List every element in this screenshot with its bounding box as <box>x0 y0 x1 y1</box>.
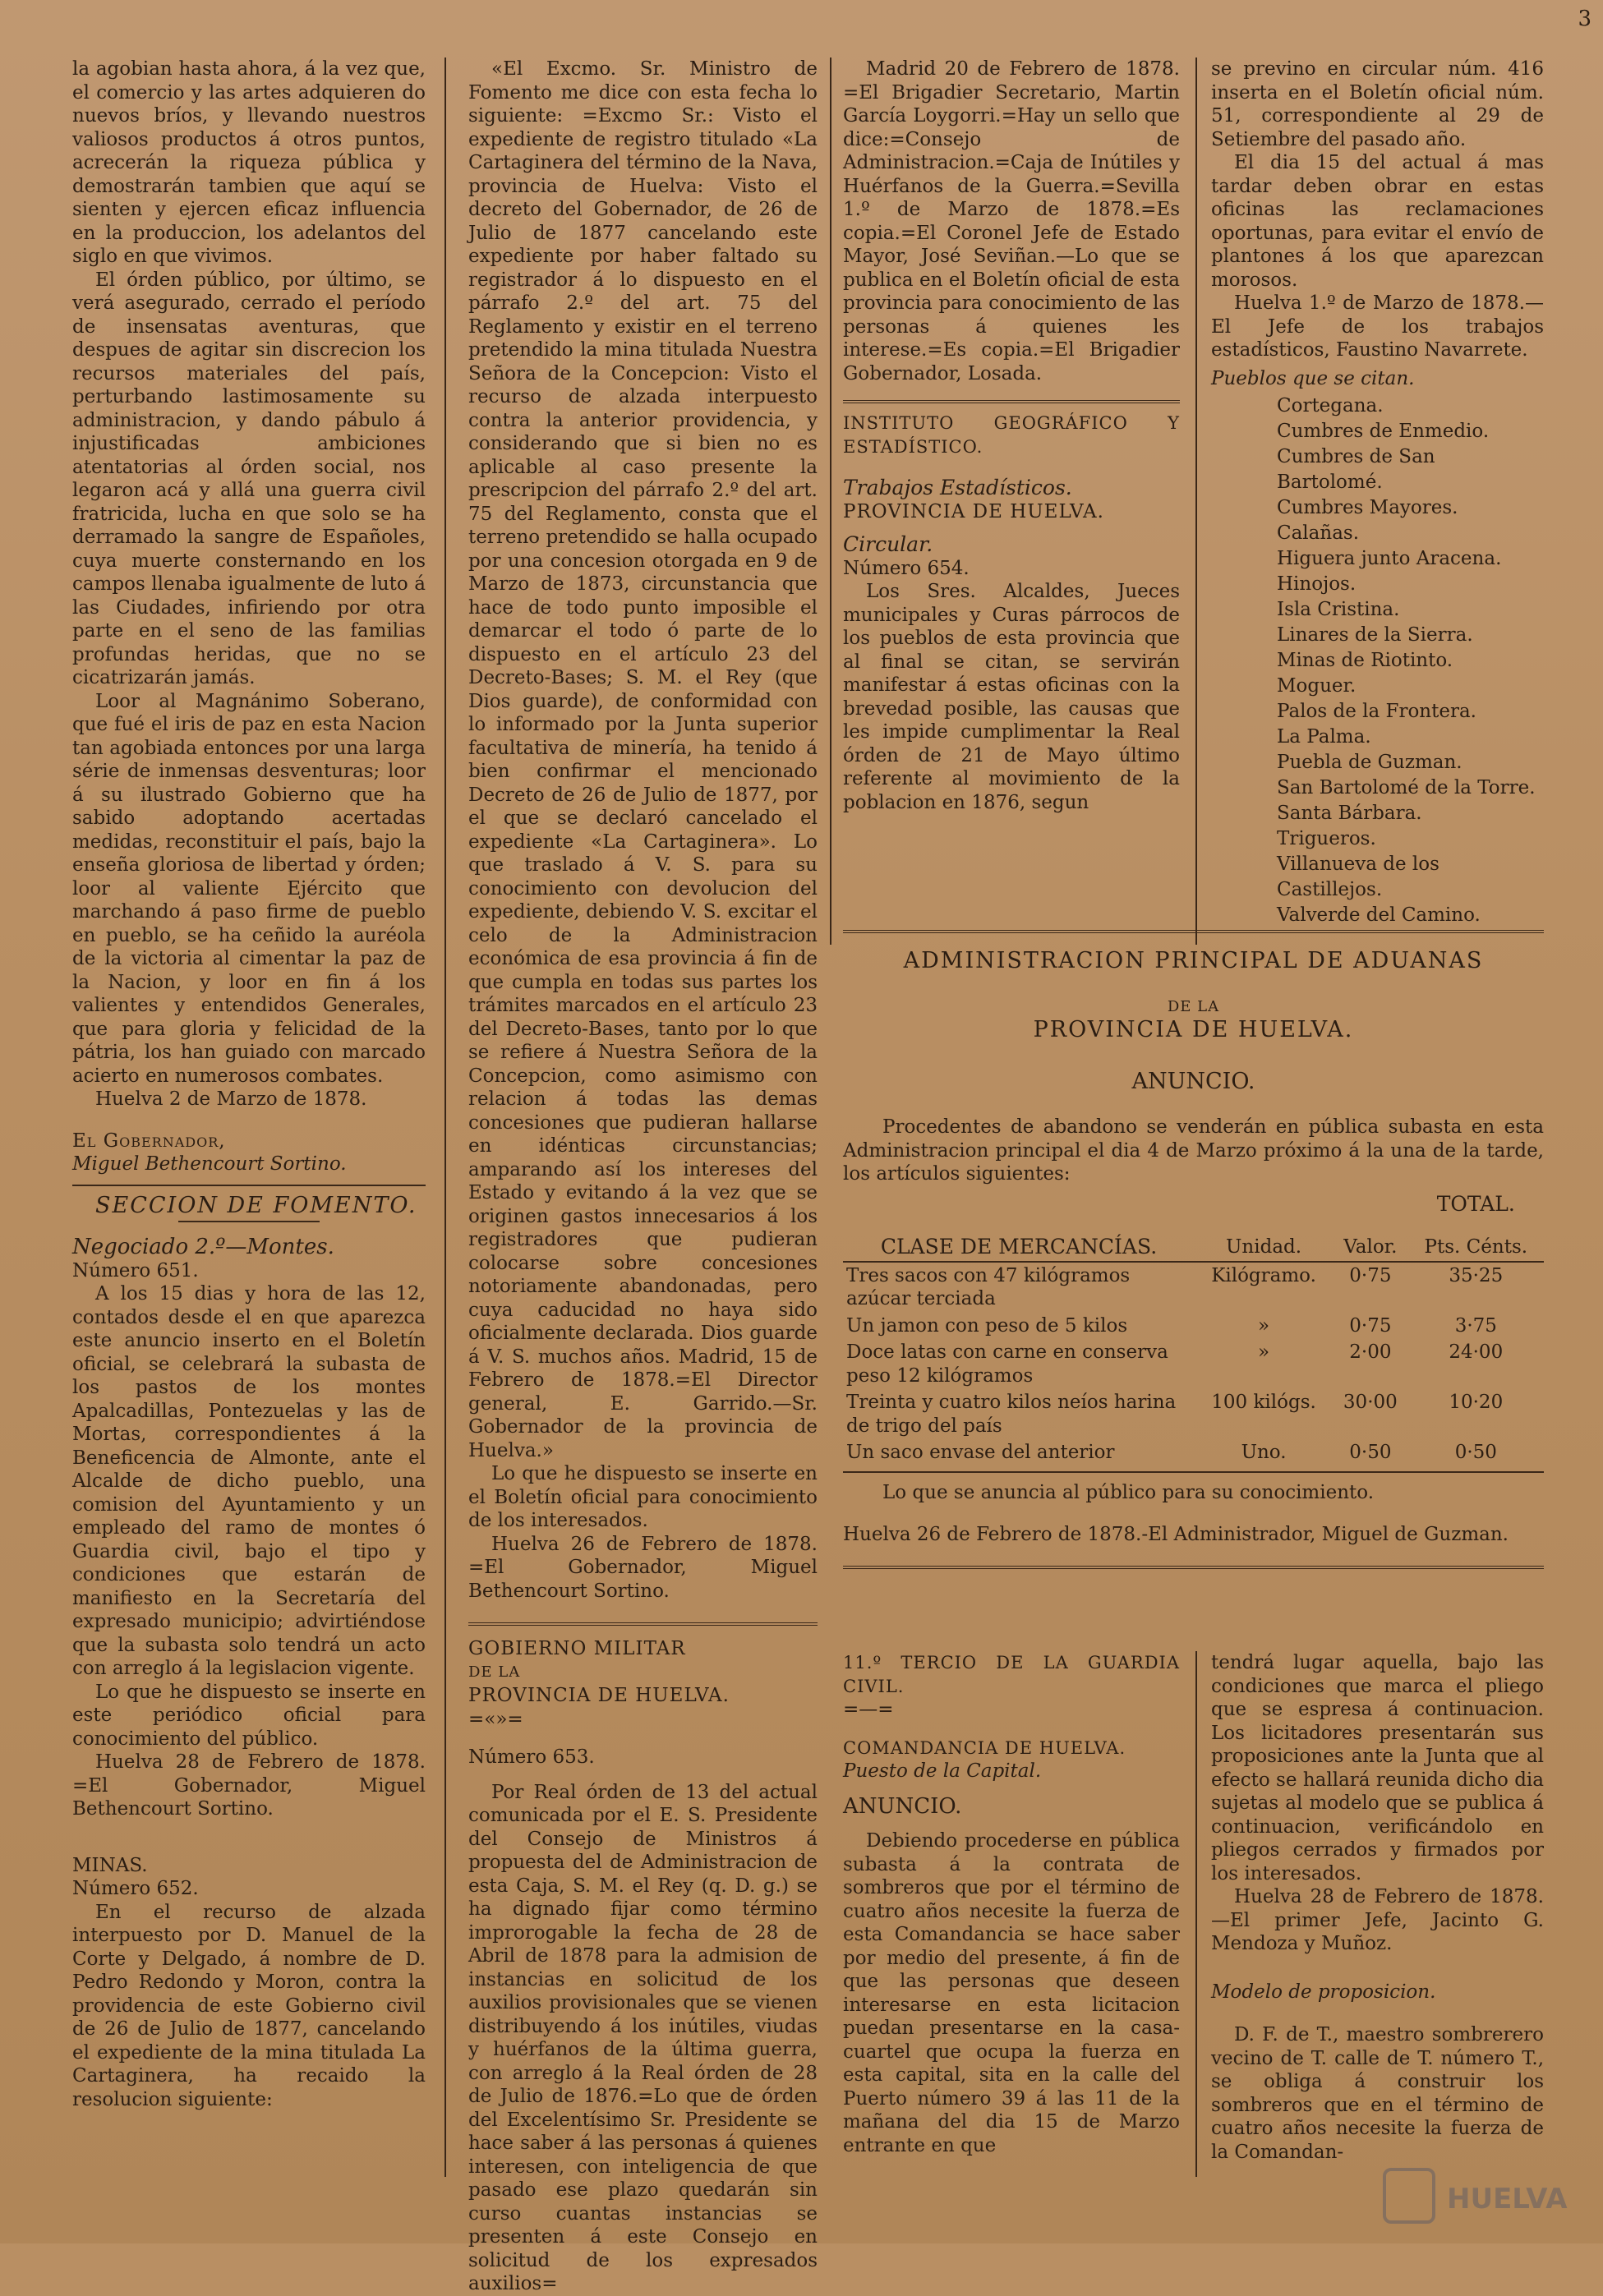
divider <box>843 930 1544 933</box>
column-rule <box>1195 1651 1197 2177</box>
goods-cell-desc: Treinta y cuatro kilos neíos harina de trigo del país <box>846 1392 1177 1437</box>
column-header: Unidad. <box>1226 1236 1302 1258</box>
column-4 <box>1211 58 1544 928</box>
divider <box>178 1221 320 1222</box>
section-title: 11.º TERCIO DE LA GUARDIA CIVIL. <box>843 1653 1180 1696</box>
place-item: Minas de Riotinto. <box>1277 650 1453 671</box>
section-title-sub: DE LA <box>468 1663 521 1681</box>
goods-cell-valor: 0·75 <box>1349 1264 1392 1286</box>
circular-title: Circular. <box>843 532 933 556</box>
goods-table <box>843 1191 1544 1466</box>
paragraph: Lo que he dispuesto se inserte en este periódico oficial para conocimiento del público. <box>72 1681 426 1750</box>
place-item: Cortegana. <box>1277 395 1384 416</box>
section-title: GOBIERNO MILITAR <box>468 1638 686 1659</box>
goods-row <box>843 1339 1544 1389</box>
paragraph: Huelva 1.º de Marzo de 1878.—El Jefe de los trabajos estadísticos, Faustino Navarrete. <box>1211 292 1544 361</box>
section-subtitle: COMANDANCIA DE HUELVA. <box>843 1737 1126 1758</box>
paragraph: tendrá lugar aquella, bajo las condiciones que marca el pliego que se espresa á continuacion. Los licitadores presentarán sus proposiciones ante la Junta que al efecto se hallará reunida dicho dia sujetas al modelo que se publica á continuacion, verificándolo en pliegos cerrados y firmados por los interesados. <box>1211 1652 1544 1884</box>
paragraph: la agobian hasta ahora, á la vez que, el comercio y las artes adquieren do nuevos bríos, y llevando nuestros valiosos productos á otros puntos, acrecerán la riqueza pública y demostrarán tambien que aquí se sienten y ejercen eficaz influencia en la produccion, los adelantos del siglo en que vivimos. <box>72 58 426 267</box>
column-header: CLASE DE MERCANCÍAS. <box>880 1235 1158 1258</box>
place-item: Palos de la Frontera. <box>1277 701 1476 722</box>
modelo-title: Modelo de proposicion. <box>1211 1981 1436 2003</box>
place-item: Cumbres de San Bartolomé. <box>1277 446 1435 493</box>
aduanas-announcement <box>843 922 1544 1577</box>
goods-cell-valor: 2·00 <box>1349 1341 1392 1363</box>
column-1 <box>72 58 426 2111</box>
section-title-province: PROVINCIA DE HUELVA. <box>468 1685 730 1706</box>
goods-cell-desc: Tres sacos con 47 kilógramos azúcar terciada <box>846 1264 1131 1309</box>
section-title: INSTITUTO GEOGRÁFICO Y ESTADÍSTICO. <box>843 413 1180 457</box>
goods-cell-total: 35·25 <box>1449 1264 1504 1286</box>
section-title-sub: DE LA <box>1167 997 1220 1015</box>
goods-cell-total: 3·75 <box>1454 1314 1497 1337</box>
signature-name: Miguel Bethencourt Sortino. <box>72 1153 347 1175</box>
divider <box>843 1566 1544 1569</box>
column-header: Valor. <box>1343 1236 1398 1258</box>
page-number: 3 <box>1578 7 1591 31</box>
place-item: Isla Cristina. <box>1277 599 1400 620</box>
paragraph: se previno en circular núm. 416 inserta en el Boletín oficial núm. 51, correspondiente al 29 de Setiembre del pasado año. <box>1211 58 1544 150</box>
column-3 <box>843 58 1180 814</box>
guardia-column-1 <box>843 1651 1180 2157</box>
paragraph: En el recurso de alzada interpuesto por D. Manuel de la Corte y Delgado, á nombre de D. Pedro Redondo y Moron, contra la providencia de este Gobierno civil de 26 de Julio de 1877, cancelando el expediente de la mina titulada La Cartaginera, ha recaido la resolucion siguiente: <box>72 1901 426 2110</box>
paragraph: Huelva 28 de Febrero de 1878. —El primer Jefe, Jacinto G. Mendoza y Muñoz. <box>1211 1886 1544 1954</box>
paragraph: Huelva 28 de Febrero de 1878. =El Gobernador, Miguel Bethencourt Sortino. <box>72 1751 426 1820</box>
paragraph: Los Sres. Alcaldes, Jueces municipales y Curas párrocos de los pueblos de esta provincia que al final se citan, se servirán manifestar á estas oficinas con la brevedad posible, las causas que les impide cumplimentar la Real órden de 21 de Mayo último referente al movimiento de la poblacion en 1876, segun <box>843 581 1180 813</box>
column-2 <box>468 58 818 2296</box>
place-item: Higuera junto Aracena. <box>1277 548 1502 569</box>
goods-cell-total: 24·00 <box>1449 1341 1504 1363</box>
section-title-province: PROVINCIA DE HUELVA. <box>843 500 1104 522</box>
divider <box>843 1471 1544 1473</box>
anuncio-title: ANUNCIO. <box>1131 1068 1255 1094</box>
paragraph: Debiendo procederse en pública subasta á la contrata de sombreros que por el término de cuatro años necesite la fuerza de esta Comandancia se hace saber por medio del presente, á fin de que las personas que deseen interesarse en esta licitacion puedan presentarse en la casa-cuartel que ocupa la fuerza en esta capital, sita en la calle del Puerto número 39 á las 11 de la mañana del dia 15 de Marzo entrante en que <box>843 1830 1180 2156</box>
paragraph: El órden público, por último, se verá asegurado, cerrado el período de insensatas aventuras, que despues de agitar sin discrecion los recursos materiales del país, perturbando lastimosamente su administracion, y dando pábulo á injustificadas ambiciones atentatorias al órden social, nos legaron acá y allá una guerra civil fratricida, lucha en que solo se ha derramado la sangre de Españoles, cuya muerte consternando en los campos llenaba igualmente de luto á las Ciudades, infiriendo por otra parte en el seno de las familias profundas heridas, que no se cicatrizarán jamás. <box>72 269 426 688</box>
paragraph: Huelva 26 de Febrero de 1878.-El Administrador, Miguel de Guzman. <box>843 1524 1509 1545</box>
subsection-title: MINAS. <box>72 1854 148 1876</box>
goods-cell-valor: 30·00 <box>1343 1392 1398 1413</box>
ornament: =«»= <box>468 1708 523 1730</box>
goods-cell-desc: Doce latas con carne en conserva peso 12 kilógramos <box>846 1341 1168 1387</box>
place-item: Linares de la Sierra. <box>1277 624 1473 646</box>
place-item: Trigueros. <box>1277 828 1376 849</box>
column-rule <box>830 58 831 945</box>
paragraph: A los 15 dias y hora de las 12, contados desde el en que aparezca este anuncio inserto en el Boletín oficial, se celebrará la subasta de los pastos de los montes Apalcadillas, Pontezuelas y las de Mortas, correspondientes á la Beneficencia de Almonte, ante el Alcalde de dicho pueblo, una comision del Ayuntamiento y un empleado del ramo de montes ó Guardia civil, bajo el tipo y condiciones que estarán de manifiesto en la Secretaría del expresado municipio; advirtiéndose que la subasta solo tendrá un acto con arreglo á la legislacion vigente. <box>72 1283 426 1679</box>
column-rule <box>1195 58 1197 945</box>
goods-row <box>843 1313 1544 1340</box>
column-rule <box>445 58 446 2177</box>
paragraph: Madrid 20 de Febrero de 1878. =El Brigadier Secretario, Martin García Loygorri.=Hay un sello que dice:=Consejo de Administracion.=Caja de Inútiles y Huérfanos de la Guerra.=Sevilla 1.º de Marzo de 1878.=Es copia.=El Coronel Jefe de Estado Mayor, José Seviñan.—Lo que se publica en el Boletín oficial de esta provincia para conocimiento de las personas á quienes les interese.=Es copia.=El Brigadier Gobernador, Losada. <box>843 58 1180 384</box>
goods-cell-unidad: 100 kilógs. <box>1211 1392 1316 1413</box>
places-list <box>1277 393 1544 928</box>
column-header: Pts. Cénts. <box>1424 1236 1528 1258</box>
goods-cell-unidad: Uno. <box>1241 1442 1287 1463</box>
place-item: Moguer. <box>1277 675 1357 697</box>
library-logo <box>1381 2163 1578 2229</box>
item-number: Número 654. <box>843 557 970 579</box>
goods-cell-valor: 0·50 <box>1349 1442 1392 1463</box>
divider <box>72 1185 426 1186</box>
place-item: Valverde del Camino. <box>1277 904 1481 926</box>
goods-row <box>843 1262 1544 1313</box>
goods-row <box>843 1439 1544 1466</box>
places-title: Pueblos que se citan. <box>1211 367 1415 389</box>
goods-cell-unidad: Kilógramo. <box>1211 1264 1316 1286</box>
paragraph: «El Excmo. Sr. Ministro de Fomento me dice con esta fecha lo siguiente: =Excmo Sr.: Visto el expediente de registro titulado «La Cartaginera del término de la Nava, provincia de Huelva: Visto el decreto del Gobernador, de 26 de Julio de 1877 cancelando este expediente por haber faltado su registrador á lo dispuesto en el párrafo 2.º del art. 75 del Reglamento y existir en el terreno pretendido la mina titulada Nuestra Señora de la Concepcion: Visto el recurso de alzada interpuesto contra la anterior providencia, y considerando que si bien no es aplicable al caso presente la prescripcion del párrafo 2.º del art. 75 del Reglamento, consta que el terreno pretendido se halla ocupado por una concesion otorgada en 9 de Marzo de 1873, circunstancia que hace de todo punto imposible el demarcar el todo ó parte de lo dispuesto en el artículo 23 del Decreto-Bases; S. M. el Rey (que Dios guarde), de conformidad con lo informado por la Junta superior facultativa de minería, ha tenido á bien confirmar el mencionado Decreto de 26 de Julio de 1877, por el que se declaró cancelado el expediente «La Cartaginera». Lo que traslado á V. S. para su conocimiento con devolucion del expediente, debiendo V. S. excitar el celo de la Administracion económica de esa provincia á fin de que cumpla en todas sus partes los trámites marcados en el artículo 23 del Decreto-Bases, tanto por lo que se refiere á Nuestra Señora de la Concepcion, como asimismo con relacion á todas las demas concesiones que pudieran hallarse en idénticas circunstancias; amparando así los intereses del Estado y evitando á la vez que se originen gastos innecesarios á los registradores que pudieran colocarse sobre concesiones notoriamente abandonadas, pero cuya caducidad no haya sido oficialmente declarada. Dios guarde á V. S. muchos años. Madrid, 15 de Febrero de 1878.=El Director general, E. Garrido.—Sr. Gobernador de la provincia de Huelva.» <box>468 58 818 1461</box>
paragraph: Procedentes de abandono se venderán en pública subasta en esta Administracion principal el dia 4 de Marzo próximo á la una de la tarde, los artículos siguientes: <box>843 1116 1544 1185</box>
goods-row <box>843 1389 1544 1439</box>
paragraph: Lo que se anuncia al público para su conocimiento. <box>882 1481 1375 1503</box>
place-item: Villanueva de los Castillejos. <box>1277 854 1439 900</box>
guardia-column-2 <box>1211 1651 1544 2164</box>
goods-cell-total: 10·20 <box>1449 1392 1504 1413</box>
paragraph: Huelva 26 de Febrero de 1878. =El Gobernador, Miguel Bethencourt Sortino. <box>468 1533 818 1602</box>
place-item: Cumbres Mayores. <box>1277 497 1458 518</box>
place-item: Calañas. <box>1277 522 1360 544</box>
negociado-title: Negociado 2.º—Montes. <box>72 1235 334 1259</box>
anuncio-title: ANUNCIO. <box>843 1793 962 1819</box>
goods-cell-valor: 0·75 <box>1349 1314 1392 1337</box>
goods-cell-desc: Un saco envase del anterior <box>846 1442 1115 1463</box>
ornament: =—= <box>843 1699 894 1720</box>
place-item: Santa Bárbara. <box>1277 803 1422 824</box>
paragraph: Por Real órden de 13 del actual comunicada por el E. S. Presidente del Consejo de Ministros á propuesta del de Administracion de esta Caja, S. M. el Rey (q. D. g.) se ha dignado fijar como término improrogable la fecha de 28 de Abril de 1878 para la admision de instancias en solicitud de los auxilios provisionales que se vienen distribuyendo á los inútiles, viudas y huérfanos de la última guerra, con arreglo á la Real órden de 28 de Julio de 1876.=Lo que de órden del Excelentísimo Sr. Presidente se hace saber á las personas á quienes interesen, con inteligencia de que pasado ese plazo quedarán sin curso cuantas instancias se presenten á este Consejo en solicitud de los expresados auxilios= <box>468 1781 818 2294</box>
place-item: San Bartolomé de la Torre. <box>1277 777 1536 798</box>
item-number: Número 653. <box>468 1746 595 1768</box>
goods-cell-total: 0·50 <box>1454 1442 1497 1463</box>
paragraph: Loor al Magnánimo Soberano, que fué el iris de paz en esta Nacion tan agobiada entonces por una larga série de inmensas desventuras; loor á su ilustrado Gobierno que ha sabido adoptando acertadas medidas, reconstituir el país, bajo la enseña gloriosa de libertad y órden; loor al valiente Ejército que marchando á paso firme de pueblo en pueblo, se ha ceñido la auréola de la victoria al cimentar la paz de la Nacion, y loor en fin á los valientes y entendidos Generales, que para gloria y felicidad de la pátria, los han guiado con marcado acierto en numerosos combates. <box>72 690 426 1087</box>
divider <box>843 400 1180 403</box>
section-subtitle: Trabajos Estadísticos. <box>843 476 1072 499</box>
goods-cell-unidad: » <box>1258 1314 1270 1337</box>
item-number: Número 652. <box>72 1878 199 1899</box>
paragraph: Lo que he dispuesto se inserte en el Boletín oficial para conocimiento de los interesados. <box>468 1463 818 1531</box>
date-line: Huelva 2 de Marzo de 1878. <box>95 1088 367 1110</box>
logo-text: HUELVA <box>1447 2183 1568 2215</box>
goods-cell-desc: Un jamon con peso de 5 kilos <box>846 1314 1128 1337</box>
goods-cell-unidad: » <box>1258 1341 1270 1363</box>
section-title-province: PROVINCIA DE HUELVA. <box>1033 1017 1354 1042</box>
place-item: Cumbres de Enmedio. <box>1277 421 1490 442</box>
total-label: TOTAL. <box>1436 1191 1515 1216</box>
item-number: Número 651. <box>72 1259 199 1281</box>
paragraph: D. F. de T., maestro sombrerero vecino de T. calle de T. número T., se obliga á construir los sombreros que en el término de cuatro años necesite la fuerza de la Comandan- <box>1211 2024 1544 2163</box>
place-item: Puebla de Guzman. <box>1277 752 1463 773</box>
section-subtitle: Puesto de la Capital. <box>843 1760 1042 1782</box>
section-title: SECCION DE FOMENTO. <box>95 1192 417 1218</box>
paragraph: El dia 15 del actual á mas tardar deben obrar en estas oficinas las reclamaciones oportunas, para evitar el envío de plantones á los que aparezcan morosos. <box>1211 152 1544 291</box>
place-item: La Palma. <box>1277 726 1371 748</box>
signature-title: El Gobernador, <box>72 1130 226 1152</box>
place-item: Hinojos. <box>1277 573 1357 595</box>
section-title: ADMINISTRACION PRINCIPAL DE ADUANAS <box>903 948 1484 973</box>
divider <box>468 1622 818 1626</box>
